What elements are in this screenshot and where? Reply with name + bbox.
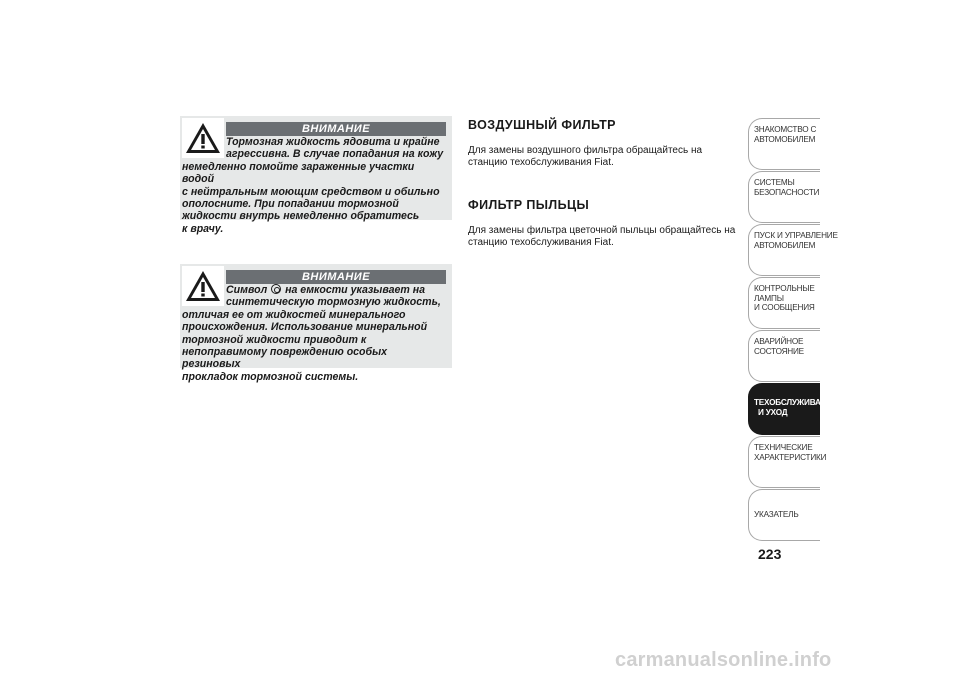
body-line: станцию техобслуживания Fiat. [468,156,614,168]
page-number: 223 [758,546,782,562]
tab-label: ТЕХНИЧЕСКИЕ [754,443,813,452]
pollen-filter-text [468,225,748,248]
body-line: станцию техобслуживания Fiat. [468,236,614,248]
tab-maintenance[interactable] [748,383,838,435]
tab-label: КОНТРОЛЬНЫЕ [754,284,815,293]
air-filter-heading: ВОЗДУШНЫЙ ФИЛЬТР [468,118,616,132]
warning-box-synthetic-fluid [180,264,452,383]
pollen-filter-heading: ФИЛЬТР ПЫЛЬЦЫ [468,198,590,212]
warning-line: Тормозная жидкость ядовита и крайне [226,136,440,148]
tab-label: ЗНАКОМСТВО С [754,125,817,134]
air-filter-text [468,145,748,168]
tab-label: АВАРИЙНОЕ [754,337,804,346]
tab-label: УКАЗАТЕЛЬ [754,510,799,519]
symbol-suffix: на емкости указывает на [285,284,426,296]
tab-emergency[interactable] [748,330,820,382]
warning-line: тормозной жидкости приводит к [182,333,367,346]
tab-label: СОСТОЯНИЕ [754,346,804,356]
warning-text [180,284,448,383]
body-line: Для замены фильтра цветочной пыльцы обращайтесь на [468,225,736,236]
warning-line: синтетическую тормозную жидкость, [226,296,441,309]
warning-line: непоправимому повреждению особых резиновых [182,346,388,371]
warning-text [180,136,448,235]
tab-safety[interactable] [748,171,820,223]
tab-label: ПУСК И УПРАВЛЕНИЕ [754,231,838,240]
symbol-prefix: Символ [226,284,268,296]
tab-label: ТЕХОБСЛУЖИВАНИЕ [754,398,838,407]
warning-header: ВНИМАНИЕ [226,270,446,284]
chapter-tabs [748,118,838,544]
warning-line-symbol [180,284,448,296]
warning-line: ополосните. При попадании тормозной [182,198,399,211]
tab-label: АВТОМОБИЛЕМ [754,240,816,250]
tab-label: ЛАМПЫ [754,293,784,303]
warning-line: агрессивна. В случае попадания на кожу [226,148,444,161]
warning-line: отличая ее от жидкостей минерального [182,308,406,321]
tab-index[interactable] [748,489,820,541]
warning-line: к врачу. [182,222,224,235]
warning-box-brake-fluid-toxic [180,116,452,235]
warning-line: немедленно помойте зараженные участки водой [182,160,415,186]
warning-line: жидкости внутрь немедленно обратитесь [182,210,420,223]
tab-label: И СООБЩЕНИЯ [754,303,815,312]
body-line: Для замены воздушного фильтра обращайтесь на [468,145,703,156]
tab-label: АВТОМОБИЛЕМ [754,134,816,144]
warning-header: ВНИМАНИЕ [226,122,446,136]
tab-warning-lights[interactable] [748,277,820,329]
brake-fluid-symbol-icon [271,284,281,294]
tab-starting-driving[interactable] [748,224,838,276]
warning-line: с нейтральным моющим средством и обильно [182,185,440,198]
tab-label: БЕЗОПАСНОСТИ [754,187,820,197]
warning-line: происхождения. Использование минеральной [182,321,428,334]
tab-label: СИСТЕМЫ [754,178,795,187]
tab-label: ХАРАКТЕРИСТИКИ [754,452,827,462]
watermark: carmanualsonline.info [615,649,832,671]
warning-line: прокладок тормозной системы. [182,370,359,383]
tab-getting-to-know[interactable] [748,118,820,170]
tab-label: И УХОД [758,407,788,417]
tab-technical-specs[interactable] [748,436,827,488]
